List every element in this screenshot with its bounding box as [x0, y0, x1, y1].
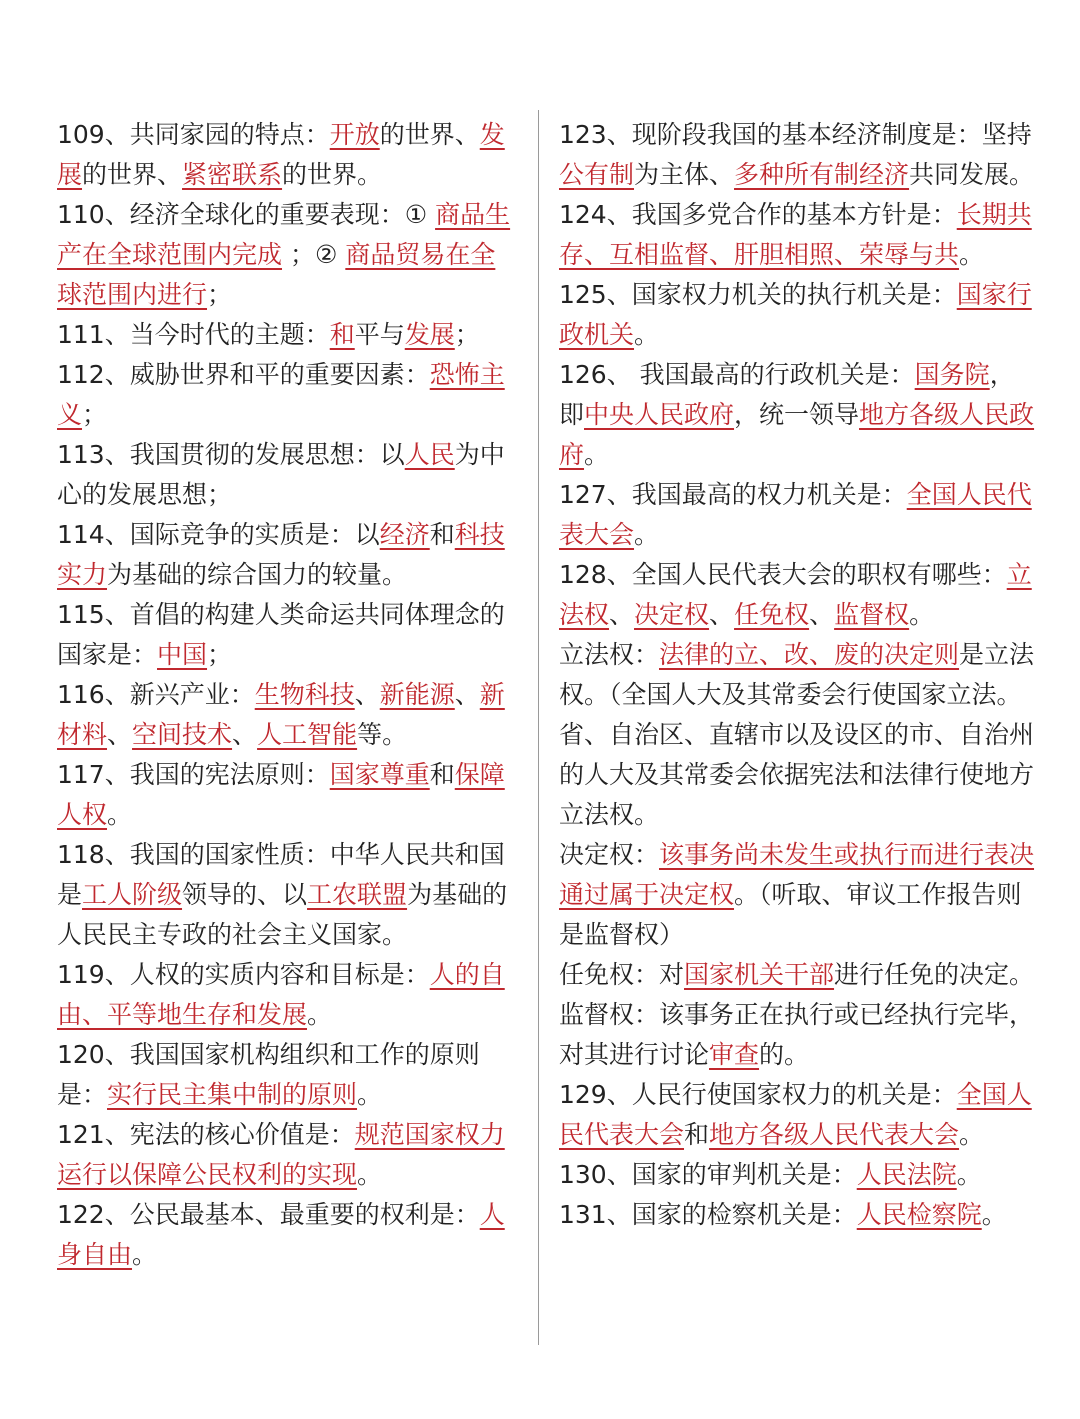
- highlighted-answer: 人的自由、平等地生存和发展: [57, 960, 505, 1029]
- highlighted-answer: 紧密联系: [182, 160, 283, 189]
- entry-text: 立法权：: [559, 640, 660, 669]
- entry-text: 130、国家的审判机关是：: [559, 1160, 857, 1189]
- highlighted-answer: 中国: [157, 640, 208, 669]
- highlighted-answer: 科技实力: [57, 520, 505, 589]
- highlighted-answer: 和: [329, 320, 355, 349]
- note-entry: [57, 315, 515, 355]
- note-entry: [57, 755, 515, 835]
- note-entry: [559, 835, 1037, 955]
- entry-text: 。: [634, 320, 660, 349]
- note-entry: [559, 1195, 1037, 1235]
- entry-text: 、: [709, 600, 735, 629]
- note-entry: [57, 355, 515, 435]
- entry-text: 、: [232, 720, 258, 749]
- column-divider: [538, 110, 539, 1345]
- entry-text: 113、我国贯彻的发展思想：以: [57, 440, 405, 469]
- entry-text: 共同发展。: [909, 160, 1035, 189]
- entry-text: 、: [354, 680, 380, 709]
- entry-text: 。（听取、审议工作报告则是监督权）: [559, 880, 1022, 949]
- highlighted-answer: 工农联盟: [307, 880, 408, 909]
- entry-text: 123、现阶段我国的基本经济制度是：坚持: [559, 120, 1032, 149]
- entry-text: 和: [684, 1120, 710, 1149]
- note-entry: [559, 275, 1037, 355]
- entry-text: 。: [107, 800, 133, 829]
- entry-text: ；②: [282, 240, 346, 269]
- highlighted-answer: 商品贸易在全球范围内进行: [57, 240, 496, 309]
- entry-text: ，统一领导: [734, 400, 860, 429]
- entry-text: 监督权：该事务正在执行或已经执行完毕，对其进行讨论: [559, 1000, 1035, 1069]
- entry-text: 111、当今时代的主题：: [57, 320, 330, 349]
- entry-text: 为主体、: [634, 160, 735, 189]
- note-entry: [57, 595, 515, 675]
- entry-text: 119、人权的实质内容和目标是：: [57, 960, 430, 989]
- entry-text: 117、我国的宪法原则：: [57, 760, 330, 789]
- entry-text: 。: [634, 520, 660, 549]
- highlighted-answer: 保障人权: [57, 760, 505, 829]
- entry-text: 的世界、: [379, 120, 480, 149]
- note-entry: [559, 115, 1037, 195]
- note-entry: [559, 995, 1037, 1075]
- entry-text: 。: [956, 1160, 982, 1189]
- highlighted-answer: 实行民主集中制的原则: [107, 1080, 358, 1109]
- note-entry: [559, 1155, 1037, 1195]
- entry-text: 的世界。: [282, 160, 383, 189]
- entry-text: 为中心的发展思想；: [57, 440, 505, 509]
- entry-text: 等。: [357, 720, 408, 749]
- entry-text: 领导的、以: [182, 880, 308, 909]
- entry-text: 115、首倡的构建人类命运共同体理念的国家是：: [57, 600, 505, 669]
- highlighted-answer: 工人阶级: [82, 880, 183, 909]
- entry-text: 109、共同家园的特点：: [57, 120, 330, 149]
- highlighted-answer: 国家机关干部: [684, 960, 835, 989]
- entry-text: ；: [82, 400, 108, 429]
- entry-text: ；: [454, 320, 480, 349]
- entry-text: 。: [959, 240, 985, 269]
- entry-text: ；: [207, 640, 233, 669]
- entry-text: 。: [307, 1000, 333, 1029]
- highlighted-answer: 公有制: [559, 160, 635, 189]
- entry-text: 127、我国最高的权力机关是：: [559, 480, 907, 509]
- note-entry: [57, 435, 515, 515]
- entry-text: 131、国家的检察机关是：: [559, 1200, 857, 1229]
- entry-text: 110、经济全球化的重要表现：①: [57, 200, 436, 229]
- highlighted-answer: 全国人民代表大会: [559, 1080, 1032, 1149]
- highlighted-answer: 恐怖主义: [57, 360, 505, 429]
- note-entry: [559, 555, 1037, 635]
- entry-text: 112、威胁世界和平的重要因素：: [57, 360, 430, 389]
- highlighted-answer: 新能源: [379, 680, 455, 709]
- entry-text: 116、新兴产业：: [57, 680, 255, 709]
- entry-text: 。: [357, 1160, 383, 1189]
- highlighted-answer: 地方各级人民代表大会: [709, 1120, 960, 1149]
- note-entry: [57, 955, 515, 1035]
- note-entry: [559, 955, 1037, 995]
- highlighted-answer: 国家尊重: [329, 760, 430, 789]
- highlighted-answer: 长期共存、互相监督、肝胆相照、荣辱与共: [559, 200, 1032, 269]
- highlighted-answer: 法律的立、改、废的决定则: [659, 640, 960, 669]
- highlighted-answer: 人身自由: [57, 1200, 505, 1269]
- highlighted-answer: 开放: [329, 120, 380, 149]
- highlighted-answer: 人民检察院: [856, 1200, 982, 1229]
- entry-text: 、: [809, 600, 835, 629]
- entry-text: 118、我国的国家性质：中华人民共和国是: [57, 840, 505, 909]
- entry-text: 进行任免的决定。: [834, 960, 1035, 989]
- entry-text: 、: [609, 600, 635, 629]
- highlighted-answer: 新材料: [57, 680, 505, 749]
- highlighted-answer: 审查: [709, 1040, 760, 1069]
- entry-text: 126、 我国最高的行政机关是：: [559, 360, 915, 389]
- highlighted-answer: 经济: [379, 520, 430, 549]
- highlighted-answer: 人民: [404, 440, 455, 469]
- highlighted-answer: 决定权: [634, 600, 710, 629]
- entry-text: 。: [357, 1080, 383, 1109]
- note-entry: [57, 835, 515, 955]
- highlighted-answer: 生物科技: [254, 680, 355, 709]
- entry-text: 128、全国人民代表大会的职权有哪些：: [559, 560, 1007, 589]
- entry-text: 的。: [759, 1040, 810, 1069]
- highlighted-answer: 空间技术: [132, 720, 233, 749]
- note-entry: [559, 355, 1037, 475]
- entry-text: 114、国际竞争的实质是：以: [57, 520, 380, 549]
- highlighted-answer: 多种所有制经济: [734, 160, 910, 189]
- note-entry: [559, 635, 1037, 835]
- entry-text: 任免权：对: [559, 960, 685, 989]
- entry-text: 。: [981, 1200, 1007, 1229]
- entry-text: 的世界、: [82, 160, 183, 189]
- entry-text: ，即: [559, 360, 1015, 429]
- highlighted-answer: 人工智能: [257, 720, 358, 749]
- highlighted-answer: 监督权: [834, 600, 910, 629]
- entry-text: 和: [429, 760, 455, 789]
- note-entry: [57, 195, 515, 315]
- note-entry: [57, 1035, 515, 1115]
- entry-text: 125、国家权力机关的执行机关是：: [559, 280, 957, 309]
- highlighted-answer: 发展: [57, 120, 505, 189]
- entry-text: ；: [207, 280, 233, 309]
- entry-text: 。: [132, 1240, 158, 1269]
- entry-text: 决定权：: [559, 840, 660, 869]
- highlighted-answer: 商品生产在全球范围内完成: [57, 200, 511, 269]
- note-entry: [559, 475, 1037, 555]
- highlighted-answer: 中央人民政府: [584, 400, 735, 429]
- entry-text: 124、我国多党合作的基本方针是：: [559, 200, 957, 229]
- highlighted-answer: 人民法院: [856, 1160, 957, 1189]
- note-entry: [57, 675, 515, 755]
- entry-text: 和: [429, 520, 455, 549]
- note-entry: [57, 1195, 515, 1275]
- entry-text: 、: [107, 720, 133, 749]
- right-column: [559, 115, 1037, 1235]
- highlighted-answer: 全国人民代表大会: [559, 480, 1032, 549]
- note-entry: [57, 115, 515, 195]
- entry-text: 129、人民行使国家权力的机关是：: [559, 1080, 957, 1109]
- highlighted-answer: 发展: [404, 320, 455, 349]
- highlighted-answer: 地方各级人民政府: [559, 400, 1035, 469]
- entry-text: 是立法权。（全国人大及其常委会行使国家立法。省、自治区、直辖市以及设区的市、自治州的人大及其常委会依据宪法和法律行使地方立法权。: [559, 640, 1035, 829]
- entry-text: 。: [909, 600, 935, 629]
- highlighted-answer: 规范国家权力运行以保障公民权利的实现: [57, 1120, 505, 1189]
- entry-text: 122、公民最基本、最重要的权利是：: [57, 1200, 480, 1229]
- highlighted-answer: 该事务尚未发生或执行而进行表决通过属于决定权: [559, 840, 1035, 909]
- note-entry: [57, 1115, 515, 1195]
- highlighted-answer: 国务院: [914, 360, 990, 389]
- note-entry: [559, 1075, 1037, 1155]
- entry-text: 为基础的人民民主专政的社会主义国家。: [57, 880, 508, 949]
- entry-text: 、: [454, 680, 480, 709]
- entry-text: 平与: [354, 320, 405, 349]
- note-entry: [559, 195, 1037, 275]
- highlighted-answer: 立法权: [559, 560, 1032, 629]
- entry-text: 121、宪法的核心价值是：: [57, 1120, 355, 1149]
- entry-text: 为基础的综合国力的较量。: [107, 560, 408, 589]
- entry-text: 120、我国国家机构组织和工作的原则是：: [57, 1040, 480, 1109]
- highlighted-answer: 任免权: [734, 600, 810, 629]
- note-entry: [57, 515, 515, 595]
- left-column: [57, 115, 515, 1275]
- entry-text: 。: [584, 440, 610, 469]
- entry-text: 。: [959, 1120, 985, 1149]
- highlighted-answer: 国家行政机关: [559, 280, 1032, 349]
